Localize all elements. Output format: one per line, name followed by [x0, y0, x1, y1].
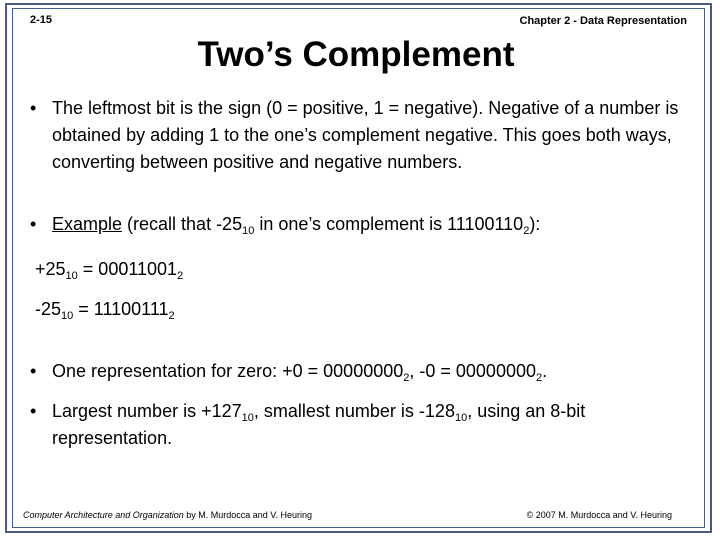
footer-book-credit	[23, 510, 312, 520]
equation-positive: $+25_{10} = 00011001_2$	[35, 259, 184, 282]
bullet-sign-bit	[30, 95, 680, 176]
bullet-dot: •	[30, 98, 37, 118]
chapter-header: Chapter 2 - Data Representation	[519, 15, 687, 27]
example-label: Example	[52, 214, 123, 234]
bullet-text: The leftmost bit is the sign (0 = positive, 1 = negative). Negative of a number is obtained by adding 1 to the one’s complement negative. This goes both ways, converting between positive and negative numbers.	[52, 98, 679, 172]
bullet-text: One representation for zero: $+0 = 00000000_2$, $-0 = 00000000_2$.	[52, 361, 548, 384]
bullet-text: Largest number is $+127_{10}$, smallest number is $-128_{10}$, using an 8-bit representation.	[52, 401, 586, 448]
equation-negative: $-25_{10} = 11100111_2$	[35, 299, 175, 322]
bullet-example	[30, 211, 680, 238]
footer-copyright: © 2007 M. Murdocca and V. Heuring	[526, 510, 672, 520]
footer-authors: by M. Murdocca and V. Heuring	[183, 510, 312, 520]
bullet-dot: •	[30, 361, 37, 381]
bullet-dot: •	[30, 401, 37, 421]
bullet-zero-representation	[30, 358, 680, 385]
bullet-dot: •	[30, 214, 37, 234]
slide-number: 2-15	[30, 14, 53, 26]
slide-title: Two’s Complement	[197, 35, 515, 74]
bullet-range	[30, 398, 680, 452]
bullet-text: Example (recall that $-25_{10}$ in one’s complement is $11100110_2$):	[52, 214, 541, 237]
footer-book-title: Computer Architecture and Organization	[23, 510, 184, 520]
